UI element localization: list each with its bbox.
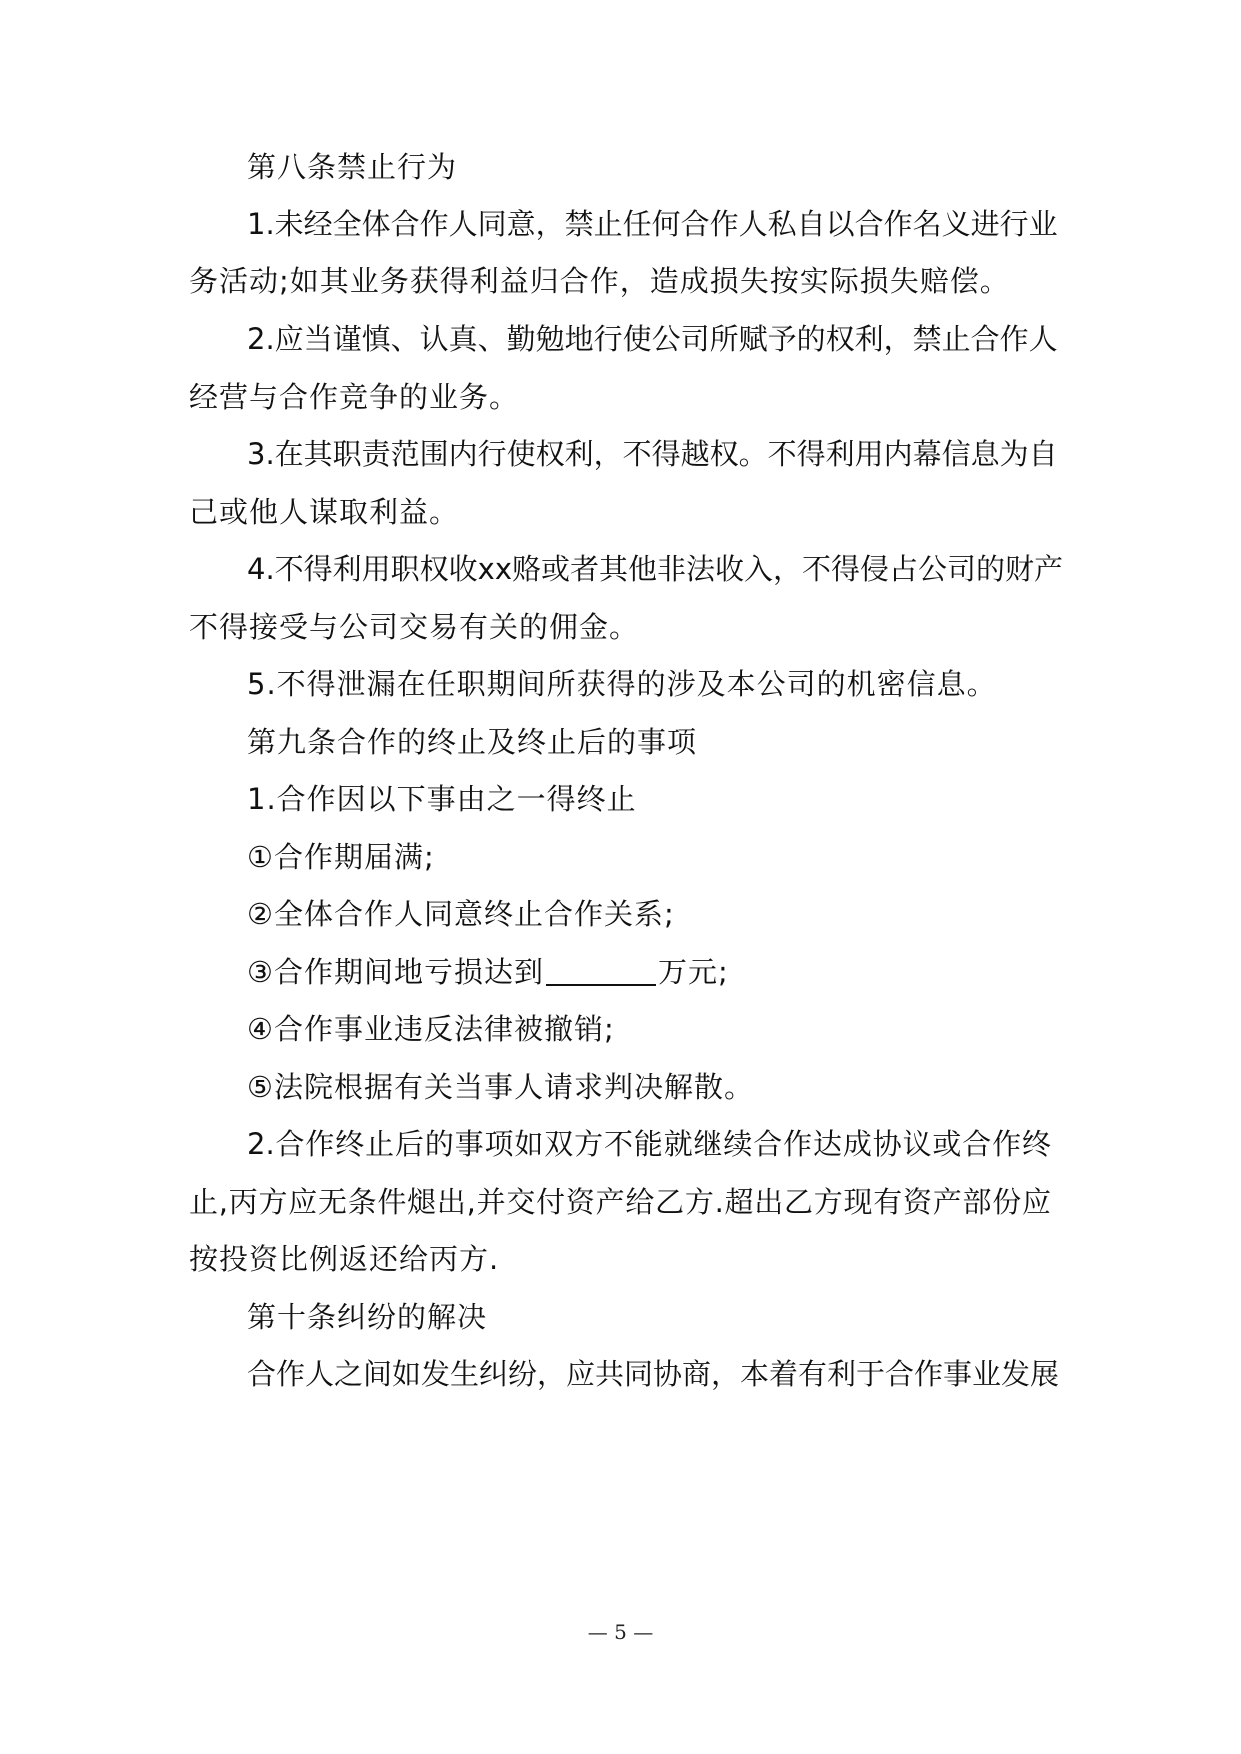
- section10-heading: 第十条纠纷的解决: [247, 1300, 488, 1334]
- section8-item2-line2: 经营与合作竞争的业务。: [189, 380, 520, 414]
- section9-reason4: ④合作事业违反法律被撤销;: [247, 1012, 615, 1046]
- section8-item2-line1: 2.应当谨慎、认真、勤勉地行使公司所赋予的权利，禁止合作人: [247, 322, 1058, 356]
- page-number: — 5 —: [587, 1620, 654, 1644]
- section9-reason5: ⑤法院根据有关当事人请求判决解散。: [247, 1070, 754, 1104]
- reason3-text-after: 万元;: [658, 955, 729, 989]
- section10-line1: 合作人之间如发生纠纷，应共同协商，本着有利于合作事业发展: [247, 1357, 1060, 1391]
- amount-blank-underline: [546, 958, 656, 986]
- section9-item1: 1.合作因以下事由之一得终止: [247, 782, 637, 816]
- section8-item3-line1: 3.在其职责范围内行使权利，不得越权。不得利用内幕信息为自: [247, 437, 1058, 471]
- section8-item4-line1: 4.不得利用职权收xx赂或者其他非法收入，不得侵占公司的财产: [247, 552, 1063, 586]
- section9-item2-line1: 2.合作终止后的事项如双方不能就继续合作达成协议或合作终: [247, 1127, 1051, 1161]
- section8-item1-line1: 1.未经全体合作人同意，禁止任何合作人私自以合作名义进行业: [247, 207, 1058, 241]
- section9-heading: 第九条合作的终止及终止后的事项: [247, 725, 698, 759]
- reason3-text-before: ③合作期间地亏损达到: [247, 955, 544, 989]
- section8-item3-line2: 己或他人谋取利益。: [189, 495, 460, 529]
- section9-item2-line3: 按投资比例返还给丙方.: [189, 1242, 500, 1276]
- section8-item5: 5.不得泄漏在任职期间所获得的涉及本公司的机密信息。: [247, 667, 997, 701]
- section9-reason3: [247, 952, 729, 992]
- section9-reason2: ②全体合作人同意终止合作关系;: [247, 897, 675, 931]
- section9-reason1: ①合作期届满;: [247, 840, 435, 874]
- section8-item4-line2: 不得接受与公司交易有关的佣金。: [189, 610, 640, 644]
- section9-item2-line2: 止,丙方应无条件煺出,并交付资产给乙方.超出乙方现有资产部份应: [189, 1185, 1051, 1219]
- section8-heading: 第八条禁止行为: [247, 150, 458, 184]
- section8-item1-line2: 务活动;如其业务获得利益归合作，造成损失按实际损失赔偿。: [189, 264, 1010, 298]
